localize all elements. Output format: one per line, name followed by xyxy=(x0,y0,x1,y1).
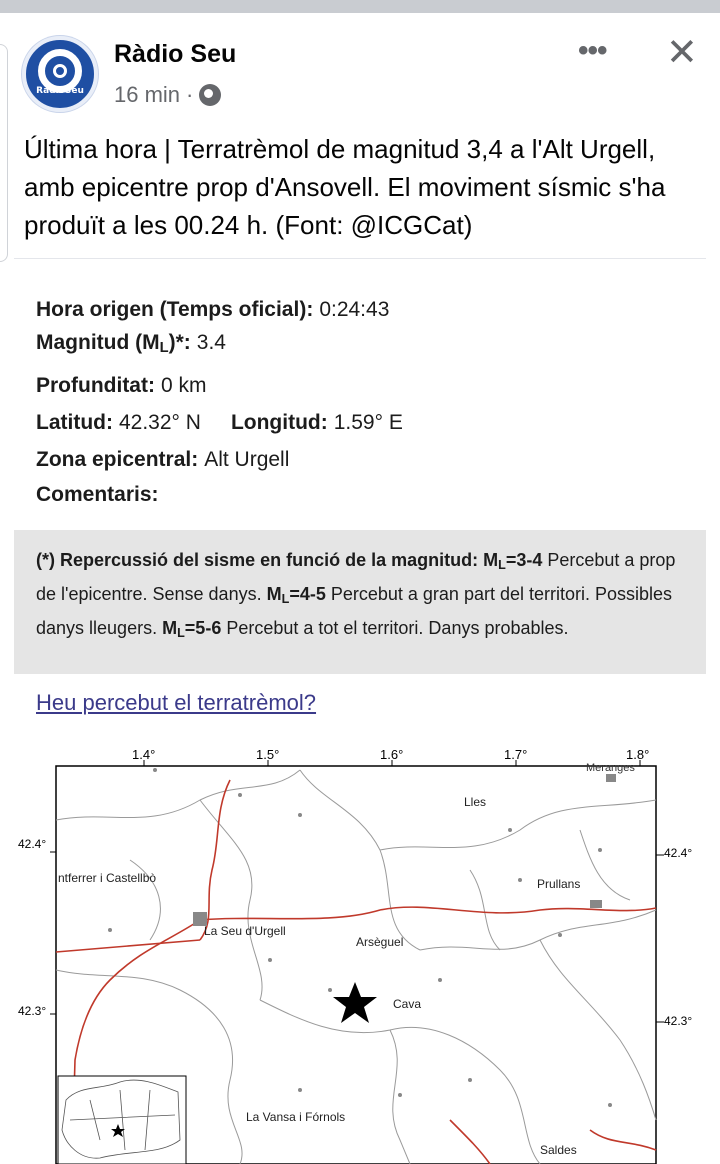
close-button[interactable]: ✕ xyxy=(666,32,698,74)
note-text-1: Percebut a prop de l'epicentre. Sense danys. xyxy=(36,550,676,604)
note-ml-3: M xyxy=(162,618,178,638)
epicenter-map[interactable] xyxy=(0,740,720,1164)
globe-icon xyxy=(199,84,221,106)
note-sub-3: L xyxy=(177,626,185,640)
avatar[interactable] xyxy=(22,36,98,112)
info-row-coords xyxy=(36,406,686,439)
note-sub-2: L xyxy=(281,592,290,606)
latitud-label: Latitud: xyxy=(36,411,113,434)
hora-value: 0:24:43 xyxy=(319,298,390,321)
note-range-1 xyxy=(483,550,542,570)
info-row-zona xyxy=(36,443,686,476)
magnitud-label-b: )*: xyxy=(168,331,191,354)
more-options-button[interactable]: ••• xyxy=(578,34,607,67)
magnitud-value: 3.4 xyxy=(196,331,226,354)
magnitud-label xyxy=(36,326,191,365)
lat-tick-right-2: 42.3° xyxy=(664,1014,693,1028)
avatar-brand-text: RàdioSeu xyxy=(36,86,84,96)
top-bar xyxy=(0,0,720,13)
note-text-2: Percebut a gran part del territori. Possibles danys lleugers. xyxy=(36,584,673,638)
lat-tick-left-2: 42.3° xyxy=(18,1004,47,1018)
lat-tick-right-1: 42.4° xyxy=(664,846,693,860)
info-row-profunditat xyxy=(36,369,686,402)
longitud-value: 1.59° E xyxy=(333,411,403,434)
place-la-vansa: La Vansa i Fórnols xyxy=(246,1110,346,1124)
place-la-seu: La Seu d'Urgell xyxy=(204,924,286,938)
longitud-label: Longitud: xyxy=(230,411,328,434)
quake-info xyxy=(36,293,686,511)
meta-separator: · xyxy=(186,82,194,107)
lon-tick-1: 1.4° xyxy=(132,747,156,762)
lon-tick-3: 1.6° xyxy=(380,747,404,762)
note-r2: =4-5 xyxy=(289,584,326,604)
place-arseguel: Arsèguel xyxy=(356,935,404,949)
zona-value: Alt Urgell xyxy=(204,448,290,471)
place-lles: Lles xyxy=(464,795,487,809)
divider xyxy=(14,258,706,259)
magnitude-note xyxy=(14,530,706,674)
note-sub-1: L xyxy=(498,558,506,572)
note-r3: =5-6 xyxy=(184,618,222,638)
profunditat-value: 0 km xyxy=(160,374,207,397)
info-row-magnitud xyxy=(36,326,686,359)
logo-dot-icon xyxy=(53,64,67,78)
post-time[interactable]: 16 min xyxy=(114,82,181,107)
lon-tick-5: 1.8° xyxy=(626,747,650,762)
comentaris-label: Comentaris: xyxy=(36,483,159,506)
latitud-value: 42.32° N xyxy=(118,411,201,434)
place-prullans: Prullans xyxy=(537,877,581,891)
note-range-2 xyxy=(267,584,326,604)
info-row-hora xyxy=(36,293,686,326)
post-text: Última hora | Terratrèmol de magnitud 3,4 a l'Alt Urgell, amb epicentre prop d'Ansovell. El moviment sísmic s'ha produït a les 00.24 h. (Font: @ICGCat) xyxy=(24,134,666,240)
place-montferrer: ntferrer i Castellbò xyxy=(58,871,157,885)
profunditat-label: Profunditat: xyxy=(36,374,155,397)
note-r1: =3-4 xyxy=(505,550,543,570)
felt-report-link[interactable]: Heu percebut el terratrèmol? xyxy=(36,690,317,715)
post-meta xyxy=(114,82,221,108)
note-intro: (*) Repercussió del sisme en funció de la magnitud: xyxy=(36,550,479,570)
previous-card-edge xyxy=(0,44,8,262)
zona-label: Zona epicentral: xyxy=(36,448,199,471)
lat-tick-left-1: 42.4° xyxy=(18,837,47,851)
magnitud-label-a: Magnitud (M xyxy=(36,331,160,354)
author-name[interactable]: Ràdio Seu xyxy=(114,40,237,68)
info-row-comentaris xyxy=(36,478,686,511)
lon-tick-2: 1.5° xyxy=(256,747,280,762)
note-ml-2: M xyxy=(266,584,282,604)
place-cava: Cava xyxy=(393,997,422,1011)
hora-label: Hora origen (Temps oficial): xyxy=(36,298,314,321)
note-range-3 xyxy=(162,618,221,638)
lon-tick-4: 1.7° xyxy=(504,747,528,762)
note-ml-1: M xyxy=(483,550,499,570)
place-meranges: Meranges xyxy=(586,762,635,774)
place-saldes: Saldes xyxy=(540,1143,577,1157)
magnitud-label-sub: L xyxy=(159,340,169,356)
note-text-3: Percebut a tot el territori. Danys probables. xyxy=(226,618,569,638)
